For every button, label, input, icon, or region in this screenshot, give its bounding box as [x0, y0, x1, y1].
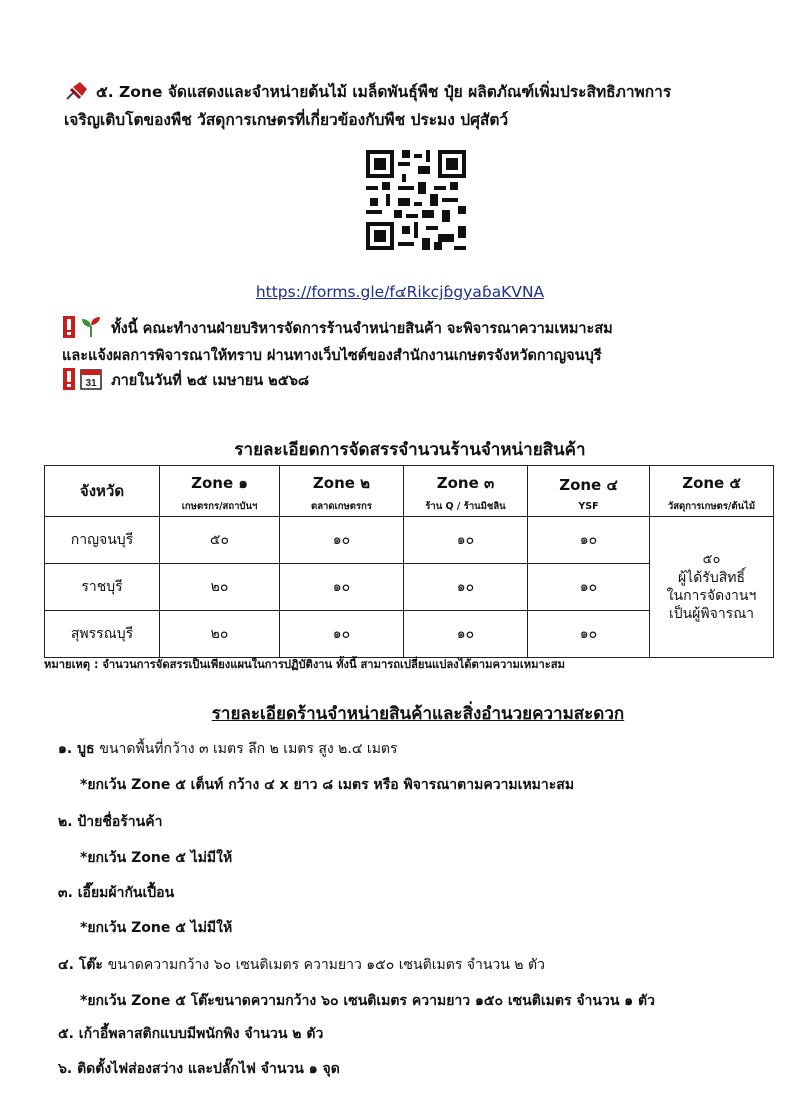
zone2-cell: ๑๐	[280, 611, 404, 658]
facility-note-booth: *ยกเว้น Zone ๕ เต็นท์ กว้าง ๔ x ยาว ๘ เมตร หรือ พิจารณาตามความเหมาะสม	[80, 777, 575, 793]
province-cell: สุพรรณบุรี	[45, 611, 160, 658]
zone1-header: Zone ๑ เกษตรกร/สถาบันฯ	[160, 466, 280, 517]
zone5-note-line2: ในการจัดงานฯ	[666, 588, 757, 604]
zone5-heading-line1: ๕. Zone จัดแสดงและจำหน่ายต้นไม้ เมล็ดพันธุ์พืช ปุ๋ย ผลิตภัณฑ์เพิ่มประสิทธิภาพการ	[96, 83, 672, 101]
notice-line2: และแจ้งผลการพิจารณาให้ทราบ ผ่านทางเว็บไซต์ของสำนักงานเกษตรจังหวัดกาญจนบุรี	[62, 348, 602, 364]
qr-code[interactable]	[366, 150, 466, 250]
facility-item-chairs: ๕. เก้าอี้พลาสติกแบบมีพนักพิง จำนวน ๒ ตัว	[58, 1026, 324, 1042]
notice-line1: ทั้งนี้ คณะทำงานฝ่ายบริหารจัดการร้านจำหน่ายสินค้า จะพิจารณาความเหมาะสม	[111, 321, 613, 337]
facility-item-lighting: ๖. ติดตั้งไฟส่องสว่าง และปลั๊กไฟ จำนวน ๑ จุด	[58, 1061, 340, 1077]
zone1-cell: ๒๐	[160, 564, 280, 611]
zone3-cell: ๑๐	[404, 564, 528, 611]
zone5-heading-line2: เจริญเติบโตของพืช วัสดุการเกษตรที่เกี่ยวข้องกับพืช ประมง ปศุสัตว์	[64, 111, 509, 129]
calendar-icon	[80, 368, 102, 390]
facility-item-apron: ๓. เอี๊ยมผ้ากันเปื้อน	[58, 885, 175, 901]
facility-note-apron: *ยกเว้น Zone ๕ ไม่มีให้	[80, 920, 233, 936]
zone4-cell: ๑๐	[528, 611, 650, 658]
zone3-cell: ๑๐	[404, 517, 528, 564]
table-row	[45, 517, 774, 564]
zone5-note-line1: ผู้ได้รับสิทธิ์	[677, 570, 746, 586]
zone2-header: Zone ๒ ตลาดเกษตรกร	[280, 466, 404, 517]
zone1-cell: ๕๐	[160, 517, 280, 564]
zone5-merged-cell	[650, 517, 774, 658]
table-header-row	[45, 466, 774, 517]
deadline-text: ภายในวันที่ ๒๕ เมษายน ๒๕๖๘	[111, 373, 310, 389]
province-cell: ราชบุรี	[45, 564, 160, 611]
zone5-header: Zone ๕ วัสดุการเกษตร/ต้นไม้	[650, 466, 774, 517]
zone1-cell: ๒๐	[160, 611, 280, 658]
facility-item-table: ๔. โต๊ะ ขนาดความกว้าง ๖๐ เซนติเมตร ความยาว ๑๕๐ เซนติเมตร จำนวน ๒ ตัว	[58, 957, 545, 973]
allocation-table-title: รายละเอียดการจัดสรรจำนวนร้านจำหน่ายสินค้า	[234, 440, 586, 460]
exclamation-icon	[62, 368, 76, 390]
zone4-cell: ๑๐	[528, 564, 650, 611]
province-cell: กาญจนบุรี	[45, 517, 160, 564]
zone2-cell: ๑๐	[280, 517, 404, 564]
facility-item-booth: ๑. บูธ ขนาดพื้นที่กว้าง ๓ เมตร ลึก ๒ เมตร สูง ๒.๔ เมตร	[58, 741, 398, 757]
zone5-heading	[64, 78, 744, 134]
zone2-cell: ๑๐	[280, 564, 404, 611]
zone5-note-line3: เป็นผู้พิจารณา	[668, 606, 755, 622]
table-remark: หมายเหตุ : จำนวนการจัดสรรเป็นเพียงแผนในการปฏิบัติงาน ทั้งนี้ สามารถเปลี่ยนแปลงได้ตามความเหมาะสม	[44, 658, 565, 671]
province-header: จังหวัด	[45, 466, 160, 517]
seedling-icon	[80, 316, 102, 338]
facility-item-sign: ๒. ป้ายชื่อร้านค้า	[58, 814, 163, 830]
pushpin-icon	[64, 79, 90, 101]
calendar-day: 31	[85, 378, 97, 389]
zone3-cell: ๑๐	[404, 611, 528, 658]
facilities-title: รายละเอียดร้านจำหน่ายสินค้าและสิ่งอำนวยความสะดวก	[211, 704, 625, 724]
deadline-line	[62, 368, 309, 392]
allocation-table	[44, 465, 774, 658]
zone4-header: Zone ๔ YSF	[528, 466, 650, 517]
facility-note-sign: *ยกเว้น Zone ๕ ไม่มีให้	[80, 850, 233, 866]
notice-block	[62, 316, 752, 370]
zone3-header: Zone ๓ ร้าน Q / ร้านมิชลิน	[404, 466, 528, 517]
zone4-cell: ๑๐	[528, 517, 650, 564]
zone5-count: ๕๐	[702, 552, 721, 567]
exclamation-icon	[62, 316, 76, 338]
facility-note-table: *ยกเว้น Zone ๕ โต๊ะขนาดความกว้าง ๖๐ เซนติเมตร ความยาว ๑๕๐ เซนติเมตร จำนวน ๑ ตัว	[80, 993, 655, 1009]
google-form-link[interactable]: https://forms.gle/f๔RikcjɓgyaɓaKVNA	[255, 283, 545, 301]
